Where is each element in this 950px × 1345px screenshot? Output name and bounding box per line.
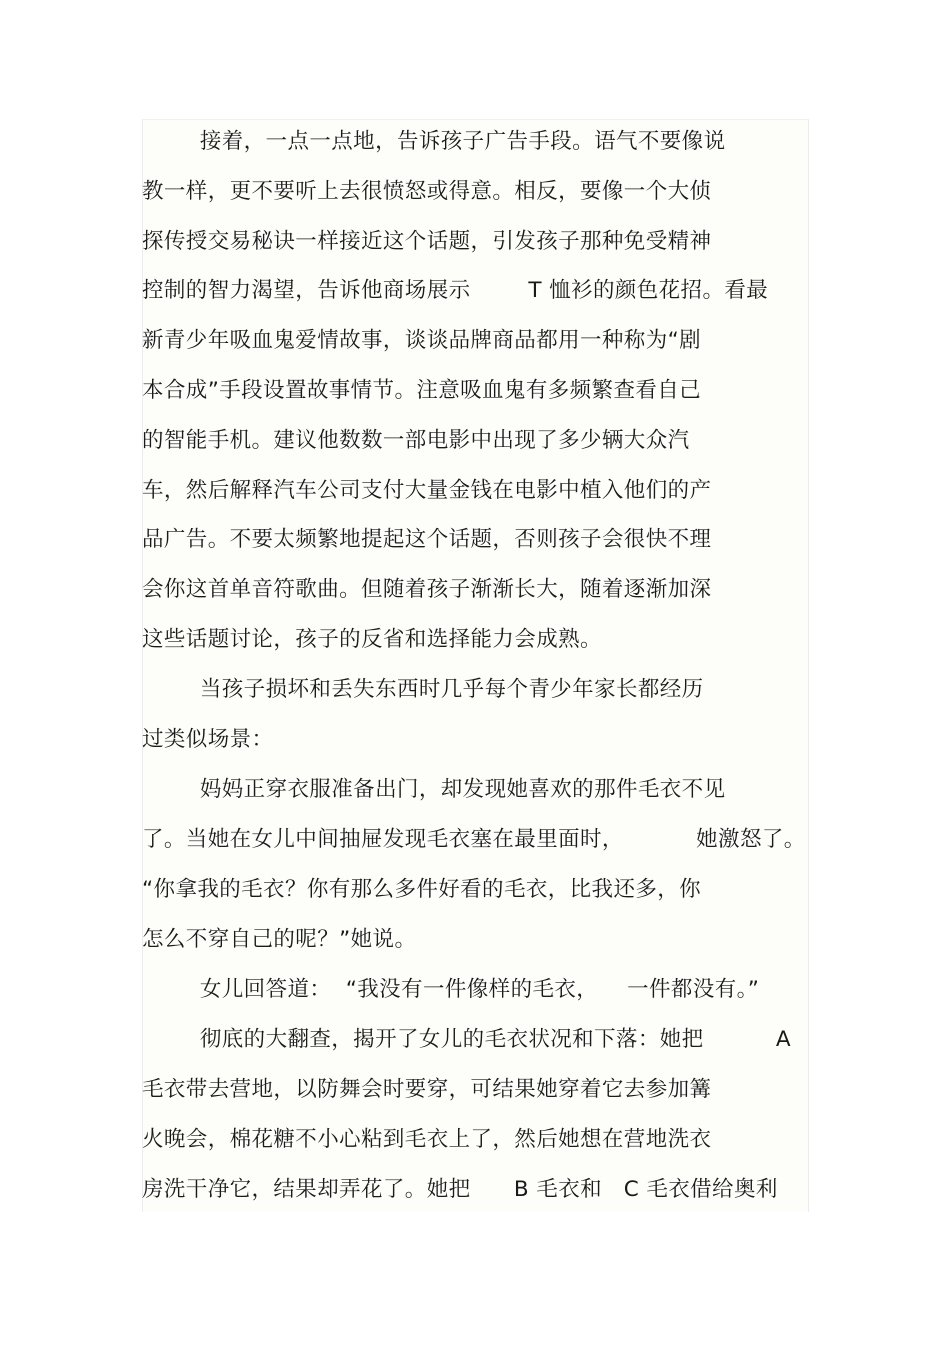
- text-line: 探传授交易秘诀一样接近这个话题，引发孩子那种免受精神: [142, 229, 712, 254]
- text-line: 当孩子损坏和丢失东西时几乎每个青少年家长都经历: [142, 677, 704, 702]
- text-line: “你拿我的毛衣？你有那么多件好看的毛衣，比我还多，你: [142, 877, 702, 902]
- text-line: 彻底的大翻查，揭开了女儿的毛衣状况和下落：她把 A: [142, 1027, 792, 1052]
- text-line: 妈妈正穿衣服准备出门，却发现她喜欢的那件毛衣不见: [142, 777, 726, 802]
- text-line: 本合成”手段设置故事情节。注意吸血鬼有多频繁查看自己: [142, 378, 702, 403]
- text-line: 新青少年吸血鬼爱情故事，谈谈品牌商品都用一种称为“剧: [142, 328, 702, 353]
- text-line: 控制的智力渴望，告诉他商场展示 T 恤衫的颜色花招。看最: [142, 278, 769, 303]
- text-line: 接着，一点一点地，告诉孩子广告手段。语气不要像说: [142, 129, 726, 154]
- text-line: 火晚会，棉花糖不小心粘到毛衣上了，然后她想在营地洗衣: [142, 1127, 712, 1152]
- text-line: 怎么不穿自己的呢？”她说。: [142, 927, 417, 952]
- text-line: 的智能手机。建议他数数一部电影中出现了多少辆大众汽: [142, 428, 690, 453]
- text-line: 品广告。不要太频繁地提起这个话题，否则孩子会很快不理: [142, 527, 712, 552]
- text-line: 这些话题讨论，孩子的反省和选择能力会成熟。: [142, 627, 602, 652]
- text-line: 房洗干净它，结果却弄花了。她把 B 毛衣和 C 毛衣借给奥利: [142, 1177, 778, 1202]
- text-line: 毛衣带去营地，以防舞会时要穿，可结果她穿着它去参加篝: [142, 1077, 712, 1102]
- text-line: 女儿回答道： “我没有一件像样的毛衣， 一件都没有。”: [142, 977, 760, 1002]
- text-line: 会你这首单音符歌曲。但随着孩子渐渐长大，随着逐渐加深: [142, 577, 712, 602]
- text-line: 车，然后解释汽车公司支付大量金钱在电影中植入他们的产: [142, 478, 712, 503]
- text-line: 教一样，更不要听上去很愤怒或得意。相反，要像一个大侦: [142, 179, 712, 204]
- text-line: 过类似场景：: [142, 727, 274, 752]
- text-line: 了。当她在女儿中间抽屉发现毛衣塞在最里面时， 她激怒了。: [142, 827, 806, 852]
